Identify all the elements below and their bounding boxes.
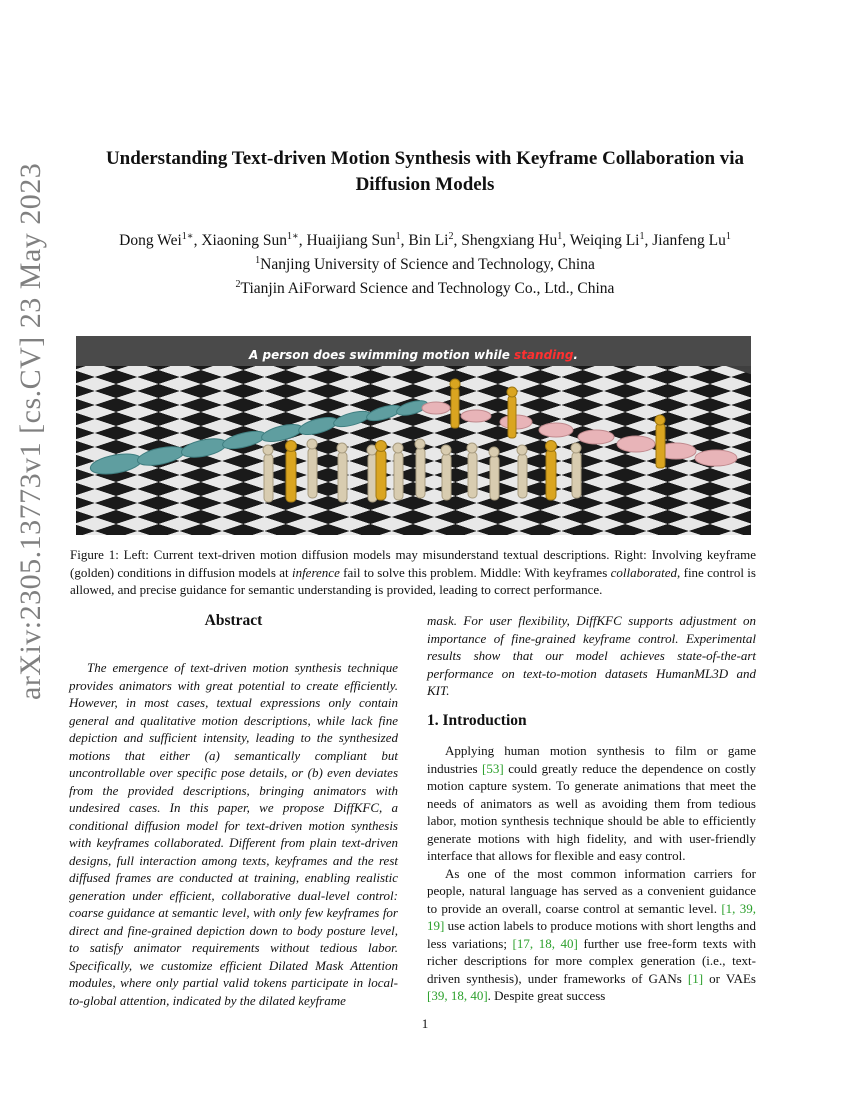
prompt-text: A person does swimming motion while	[249, 348, 515, 362]
author-sup: 1	[639, 231, 645, 242]
citation-link[interactable]: [1, 39, 19]	[427, 900, 756, 933]
author-list	[60, 227, 790, 251]
author-name: Dong Wei	[119, 232, 182, 250]
author-sup: 1	[557, 231, 563, 242]
abstract-continued: mask. For user flexibility, DiffKFC supports adjustment on importance of fine-grained keyframe control. Experimental results show that our model achieves state-of-the-art performance on text-to-motion datasets HumanML3D and KIT.	[427, 613, 756, 698]
abstract-heading: Abstract	[204, 612, 263, 629]
affil-sup: 1	[255, 255, 261, 267]
author-name: , Shengxiang Hu	[453, 232, 558, 250]
citation-link[interactable]: [17, 18, 40]	[512, 935, 578, 951]
checkerboard-scene	[76, 336, 751, 535]
intro-text: . Despite great success	[487, 988, 606, 1003]
author-name: , Weiqing Li	[562, 232, 640, 250]
caption-text: Figure 1: Left: Current text-driven motion diffusion models may misunderstand textual descriptions. Right: Involving keyframe (golden) conditions in diffusion models at	[70, 547, 756, 580]
intro-paragraph-1	[427, 742, 756, 865]
author-sup: 1	[725, 231, 731, 242]
prompt-highlight: standing	[514, 348, 574, 362]
caption-italic: collaborated	[610, 564, 678, 580]
intro-text: or VAEs	[703, 970, 756, 986]
introduction-heading: 1. Introduction	[427, 712, 527, 729]
author-block	[60, 227, 790, 299]
affiliation-2	[60, 275, 790, 299]
figure-1-image	[76, 336, 751, 535]
intro-text: further use free-form texts with richer descriptions for more complex generation (i.e., text-driven synthesis), under frameworks of GANs	[427, 935, 756, 986]
prompt-suffix: .	[573, 348, 578, 362]
author-name: , Jianfeng Lu	[644, 232, 726, 250]
title-line-1: Understanding Text-driven Motion Synthesis with Keyframe Collaboration via	[105, 148, 745, 169]
affil-text: Tianjin AiForward Science and Technology Co., Ltd., China	[240, 280, 615, 298]
intro-paragraph-2	[427, 865, 756, 1005]
author-sup: 1	[395, 231, 401, 242]
caption-text: , fine control is allowed, and precise guidance for semantic understanding is provided, leading to correct performance.	[70, 564, 756, 597]
intro-text: As one of the most common information carriers for people, natural language has served as a convenient guidance to provide an overall, coarse control at semantic level.	[427, 865, 756, 916]
author-name: , Bin Li	[400, 232, 449, 250]
caption-italic: inference	[291, 564, 340, 580]
paper-title	[60, 146, 790, 198]
introduction-body	[427, 742, 756, 1005]
affil-sup: 2	[235, 279, 241, 291]
author-sup: 1∗	[181, 231, 194, 242]
affil-text: Nanjing University of Science and Technology, China	[260, 256, 595, 274]
title-line-2: Diffusion Models	[355, 174, 495, 195]
author-sup: 2	[448, 231, 454, 242]
caption-text: fail to solve this problem. Middle: With keyframes	[339, 564, 611, 580]
arxiv-stamp: arXiv:2305.13773v1 [cs.CV] 23 May 2023	[14, 162, 47, 700]
citation-link[interactable]: [39, 18, 40]	[427, 988, 488, 1003]
citation-link[interactable]: [1]	[687, 970, 704, 986]
abstract-text: The emergence of text-driven motion synthesis technique provides animators with great potential to create efficiently. However, in most cases, textual expressions only contain general and qualitative motion descriptions, while lack fine depiction and sufficient intensity, leading to the synthesized motions that either (a) semantically compliant but uncontrollable over specific pose details, or (b) even deviates from the provided descriptions, bringing animators with undesired cases. In this paper, we propose DiffKFC, a conditional diffusion model for text-driven motion synthesis with keyframes collaborated. Different from plain text-driven designs, full interaction among texts, keyframes and the rest diffused frames are conducted at training, enabling realistic generation under efficient, collaborative dual-level control: coarse guidance at semantic level, with only few keyframes for direct and fine-grained depiction down to body posture level, to satisfy animator requirements without tedious labor. Specifically, we customize efficient Dilated Mask Attention modules, where only partial valid tokens participate in local-to-global attention, indicated by the dilated keyframe	[69, 660, 398, 1008]
intro-text: could greatly reduce the dependence on costly motion capture system. To generate animations that meet the needs of animators as well as avoiding them from tedious labor, motion synthesis technique should be able to efficiently generate motions with high fidelity, and with user-friendly interface that allows for flexible and easy control.	[427, 760, 756, 863]
author-name: , Xiaoning Sun	[193, 232, 287, 250]
figure-caption	[70, 546, 756, 599]
page-number: 1	[421, 1016, 429, 1031]
author-name: , Huaijiang Sun	[298, 232, 396, 250]
affiliation-1	[60, 251, 790, 275]
citation-link[interactable]: [53]	[482, 760, 504, 776]
figure-prompt	[76, 348, 751, 362]
intro-text: Applying human motion synthesis to film or game industries	[427, 743, 756, 776]
author-sup: 1∗	[287, 231, 299, 242]
intro-text: use action labels to produce motions with short lengths and less variations;	[427, 918, 756, 951]
